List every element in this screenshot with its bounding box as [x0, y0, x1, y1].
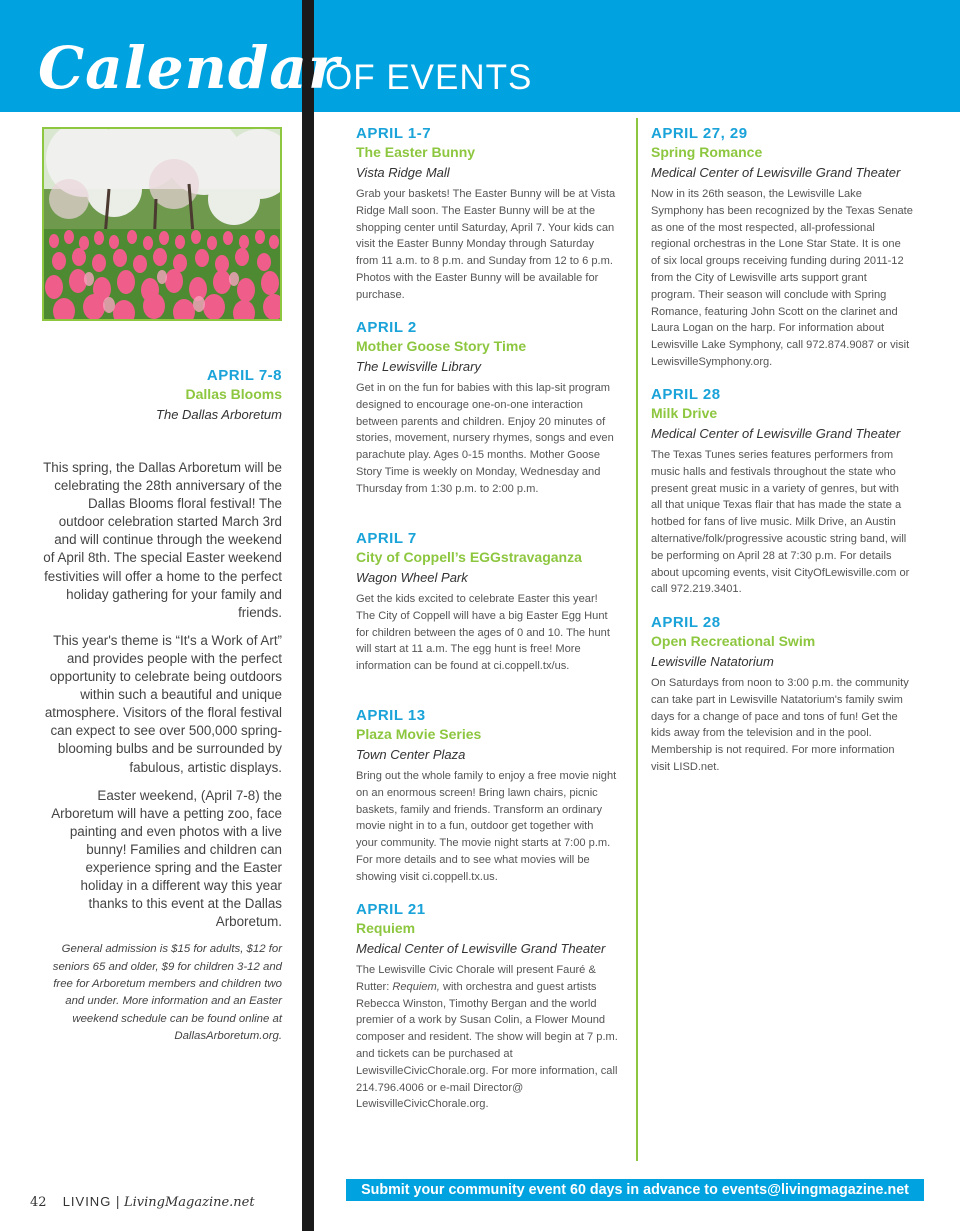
- event-date: APRIL 13: [356, 707, 426, 724]
- event-date: APRIL 1-7: [356, 125, 432, 142]
- submit-event-banner: Submit your community event 60 days in advance to events@livingmagazine.net: [346, 1179, 924, 1201]
- feature-event-body: [40, 459, 282, 1055]
- body-paragraph: This year's theme is “It's a Work of Art” and provides people with the perfect opportunity to celebrate being outdoors within such a beautiful and unique atmosphere. Visitors of the floral festival can expect to see over 500,000 spring-blooming bulbs and be surrounded by fabulous, artistic displays.: [44, 632, 282, 775]
- event-description: Grab your baskets! The Easter Bunny will be at Vista Ridge Mall soon. The Easter Bunny will be at the shopping center until Saturday, April 7. Your kids can visit the Easter Bunny Monday through Saturday from 11 a.m. to 8 p.m. and Sunday from 12 to 6 p.m. Photos with the Easter Bunny will be available for purchase.: [356, 188, 616, 301]
- event-venue: Wagon Wheel Park: [356, 570, 468, 585]
- event-description: Bring out the whole family to enjoy a free movie night on an enormous screen! Bring lawn chairs, picnic baskets, family and friends. Transform an ordinary movie night in to a fun, outdoor get together with your community. The movie night starts at 7:00 p.m. For more details and to see what movies will be showing visit ci.coppell.tx.us.: [356, 770, 617, 883]
- page-title-script: Calendar: [38, 34, 340, 102]
- event-date: APRIL 27, 29: [651, 125, 748, 142]
- footer-separator: |: [115, 1195, 120, 1210]
- event-date: APRIL 28: [651, 614, 721, 631]
- event-name: Milk Drive: [651, 405, 718, 421]
- event-venue: Medical Center of Lewisville Grand Theater: [651, 165, 901, 180]
- event-name: Spring Romance: [651, 144, 763, 160]
- event-open-swim: [651, 613, 913, 776]
- black-divider-bar: [302, 0, 314, 1231]
- column-divider: [636, 118, 638, 1161]
- event-mother-goose: [356, 318, 618, 498]
- event-date: APRIL 7-8: [206, 367, 282, 384]
- event-name: Requiem: [356, 920, 416, 936]
- event-description: Get in on the fun for babies with this lap-sit program designed to encourage one-on-one interaction between parents and children. Enjoy 20 minutes of stories, movement, nursery rhymes, songs and even parachute play. Ages 0-15 months. Mother Goose Story Time is weekly on Monday, Wednesday and Thursday from 1:30 p.m. to 2:00 p.m.: [356, 382, 614, 495]
- tulip-garden-photo: [42, 127, 282, 321]
- magazine-website: LivingMagazine.net: [123, 1195, 255, 1210]
- desc-italic-title: Requiem,: [392, 980, 440, 993]
- body-paragraph: This spring, the Dallas Arboretum will be celebrating the 28th anniversary of the Dallas Blooms floral festival! The outdoor celebration started March 3rd and will continue through the weekend of April 8th. The special Easter weekend festivities will offer a home to the perfect holiday gathering for your family and friends.: [43, 460, 282, 620]
- body-paragraph: Easter weekend, (April 7-8) the Arboretum will have a petting zoo, face painting and even photos with a live bunny! Families and children can experience spring and the Easter holiday in a different way this year thanks to this event at the Dallas Arboretum.: [51, 787, 282, 930]
- event-venue: Lewisville Natatorium: [651, 654, 774, 669]
- event-name: Plaza Movie Series: [356, 726, 482, 742]
- admission-note: General admission is $15 for adults, $12 for seniors 65 and older, $9 for children 3-12 and free for Arboretum members and children two and under. More information and an Easter weekend schedule can be found online at DallasArboretum.org.: [52, 943, 282, 1042]
- page-title-caps: OF EVENTS: [325, 58, 533, 97]
- event-date: APRIL 21: [356, 901, 426, 918]
- event-venue: The Lewisville Library: [356, 359, 481, 374]
- desc-rest: with orchestra and guest artists Rebecca Winston, Timothy Bergan and the world premier of a work by Susan Colin, a Flower Mound composer and resident. The show will begin at 7 p.m. and tickets can be purchased at LewisvilleCivicChorale.org. For more information, call 214.796.4006 or e-mail Director@ LewisvilleCivicChorale.org.: [356, 980, 618, 1111]
- event-plaza-movie: [356, 706, 618, 886]
- page-footer: [30, 1194, 255, 1210]
- event-description: [356, 962, 618, 1113]
- event-easter-bunny: [356, 124, 618, 304]
- event-name: City of Coppell’s EGGstravaganza: [356, 549, 582, 565]
- event-eggstravaganza: [356, 529, 618, 675]
- page-number: 42: [30, 1195, 47, 1210]
- event-name: The Easter Bunny: [356, 144, 476, 160]
- event-venue: Vista Ridge Mall: [356, 165, 450, 180]
- event-date: APRIL 2: [356, 319, 417, 336]
- event-venue: The Dallas Arboretum: [156, 407, 282, 422]
- event-date: APRIL 28: [651, 386, 721, 403]
- event-name: Dallas Blooms: [185, 386, 282, 402]
- event-description: Get the kids excited to celebrate Easter this year! The City of Coppell will have a big Easter Egg Hunt for children between the ages of 0 and 10. The hunt will start at 11 a.m. The egg hunt is free! More information can be found at ci.coppell.tx/us.: [356, 593, 610, 673]
- feature-event-dallas-blooms: [40, 366, 282, 426]
- event-description: The Texas Tunes series features performers from music halls and festivals throughout the state who present great music in a variety of genres, but with all that unique Texas flair that has made the state a hotbed for fans of live music. Milk Drive, an Austin alternative/folk/progressive acoustic string band, will be performing on April 28 at 7:30 p.m. For details about upcoming events, visit CityOfLewisville.com or call 972.219.3401.: [651, 449, 910, 596]
- event-description: On Saturdays from noon to 3:00 p.m. the community can take part in Lewisville Natatorium's family swim days for a change of pace and tons of fun! Get the kids away from the television and in the pool. Membership is not required. For more information visit LISD.net.: [651, 677, 909, 773]
- event-description: Now in its 26th season, the Lewisville Lake Symphony has been recognized by the Texas Senate as one of the most respected, all-professional regional orchestras in the Lone Star State. It is one of six local groups receiving funding during 2011-12 from the City of Lewisville arts support grant program. Their season will conclude with Spring Romance, featuring John Scott on the clarinet and Laura Logan on the harp. For information about Lewisville Lake Symphony, call 972.874.9087 or visit LewisvilleSymphony.org.: [651, 188, 913, 368]
- event-venue: Town Center Plaza: [356, 747, 466, 762]
- event-date: APRIL 7: [356, 530, 417, 547]
- event-requiem: [356, 900, 618, 1113]
- event-milk-drive: [651, 385, 913, 598]
- event-venue: Medical Center of Lewisville Grand Theater: [651, 426, 901, 441]
- event-name: Open Recreational Swim: [651, 633, 816, 649]
- event-spring-romance: [651, 124, 913, 371]
- desc-intro: The Lewisville Civic Chorale will present Fauré & Rutter:: [356, 964, 596, 993]
- magazine-name: LIVING: [62, 1194, 112, 1209]
- event-name: Mother Goose Story Time: [356, 338, 527, 354]
- event-venue: Medical Center of Lewisville Grand Theater: [356, 941, 606, 956]
